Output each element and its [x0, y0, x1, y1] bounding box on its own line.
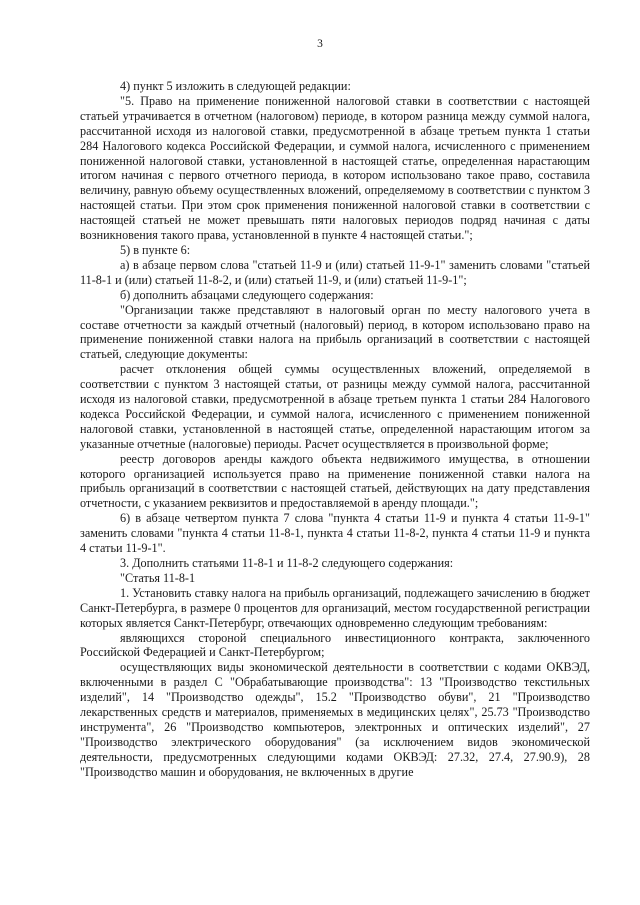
paragraph: реестр договоров аренды каждого объекта недвижимого имущества, в отношении которого организацией используется право на применение пониженной ставки налога на прибыль организаций в соответствии с настоящей статьей, действующих на дату представления отчетности, с указанием реквизитов и предоставляемой в аренду площади."; — [80, 451, 590, 511]
paragraph: 1. Установить ставку налога на прибыль организаций, подлежащего зачислению в бюджет Санкт-Петербурга, в размере 0 процентов для организаций, местом государственной регистрации которых является Санкт-Петербург, отвечающих одновременно следующим требованиям: — [80, 585, 590, 630]
page-number: 3 — [317, 38, 323, 50]
paragraph: являющихся стороной специального инвестиционного контракта, заключенного Российской Федерацией и Санкт-Петербургом; — [80, 630, 590, 660]
article-heading: "Статья 11-8-1 — [120, 570, 196, 585]
paragraph: б) дополнить абзацами следующего содержания: — [120, 287, 374, 302]
document-body — [80, 79, 590, 780]
paragraph: а) в абзаце первом слова "статьей 11-9 и (или) статьей 11-9-1" заменить словами "статьей 11-8-1 и (или) статьей 11-8-2, и (или) статьей 11-9, и (или) статьей 11-9-1"; — [80, 257, 590, 287]
paragraph: 6) в абзаце четвертом пункта 7 слова "пункта 4 статьи 11-9 и пункта 4 статьи 11-9-1" заменить словами "пункта 4 статьи 11-8-1, пункта 4 статьи 11-8-2, пункта 4 статьи 11-9 и пункта 4 статьи 11-9-1". — [80, 511, 590, 556]
paragraph: 4) пункт 5 изложить в следующей редакции: — [120, 79, 351, 93]
paragraph: осуществляющих виды экономической деятельности в соответствии с кодами ОКВЭД, включенными в раздел С "Обрабатывающие производства": 13 "Производство текстильных изделий", 14 "Производство одежды", 15.2 "Производство обуви", 21 "Производство лекарственных средств и материалов, применяемых в медицинских целях", 25.73 "Производство инструмента", 26 "Производство компьютеров, электронных и оптических изделий", 27 "Производство электрического оборудования" (за исключением видов экономической деятельности, предусмотренных следующими кодами ОКВЭД: 27.32, 27.4, 27.90.9), 28 "Производство машин и оборудования, не включенных в другие — [80, 660, 590, 779]
paragraph: расчет отклонения общей суммы осуществленных вложений, определяемой в соответствии с пунктом 3 настоящей статьи, от разницы между суммой налога, рассчитанной исходя из налоговой ставки, предусмотренной в абзаце третьем пункта 1 статьи 284 Налогового кодекса Российской Федерации, и суммой налога, исчисленного с применением пониженной налоговой ставки, установленной в настоящей статье, определенной нарастающим итогом за указанные отчетные (налоговые) периоды. Расчет осуществляется в произвольной форме; — [80, 362, 590, 451]
paragraph: 3. Дополнить статьями 11-8-1 и 11-8-2 следующего содержания: — [120, 556, 454, 570]
paragraph: "Организации также представляют в налоговый орган по месту налогового учета в составе отчетности за каждый отчетный (налоговый) период, в котором использовано право на применение пониженной ставки налога на прибыль организаций в соответствии с настоящей статьей, следующие документы: — [80, 302, 590, 362]
paragraph: "5. Право на применение пониженной налоговой ставки в соответствии с настоящей статьей утрачивается в отчетном (налоговом) периоде, в котором разница между суммой налога, рассчитанной исходя из налоговой ставки, предусмотренной в абзаце третьем пункта 1 статьи 284 Налогового кодекса Российской Федерации, и суммой налога, исчисленного с применением пониженной налоговой ставки, установленной в настоящей статье, определенная нарастающим итогом начиная с первого отчетного периода, в котором использовано такое право, составила величину, равную объему осуществленных вложений, определяемому в соответствии с пунктом 3 настоящей статьи. При этом срок применения пониженной налоговой ставки в соответствии с настоящей статьей не может превышать пяти налоговых периодов подряд начиная с даты возникновения такого права, установленной в пункте 4 настоящей статьи."; — [80, 93, 590, 243]
paragraph: 5) в пункте 6: — [120, 242, 191, 257]
